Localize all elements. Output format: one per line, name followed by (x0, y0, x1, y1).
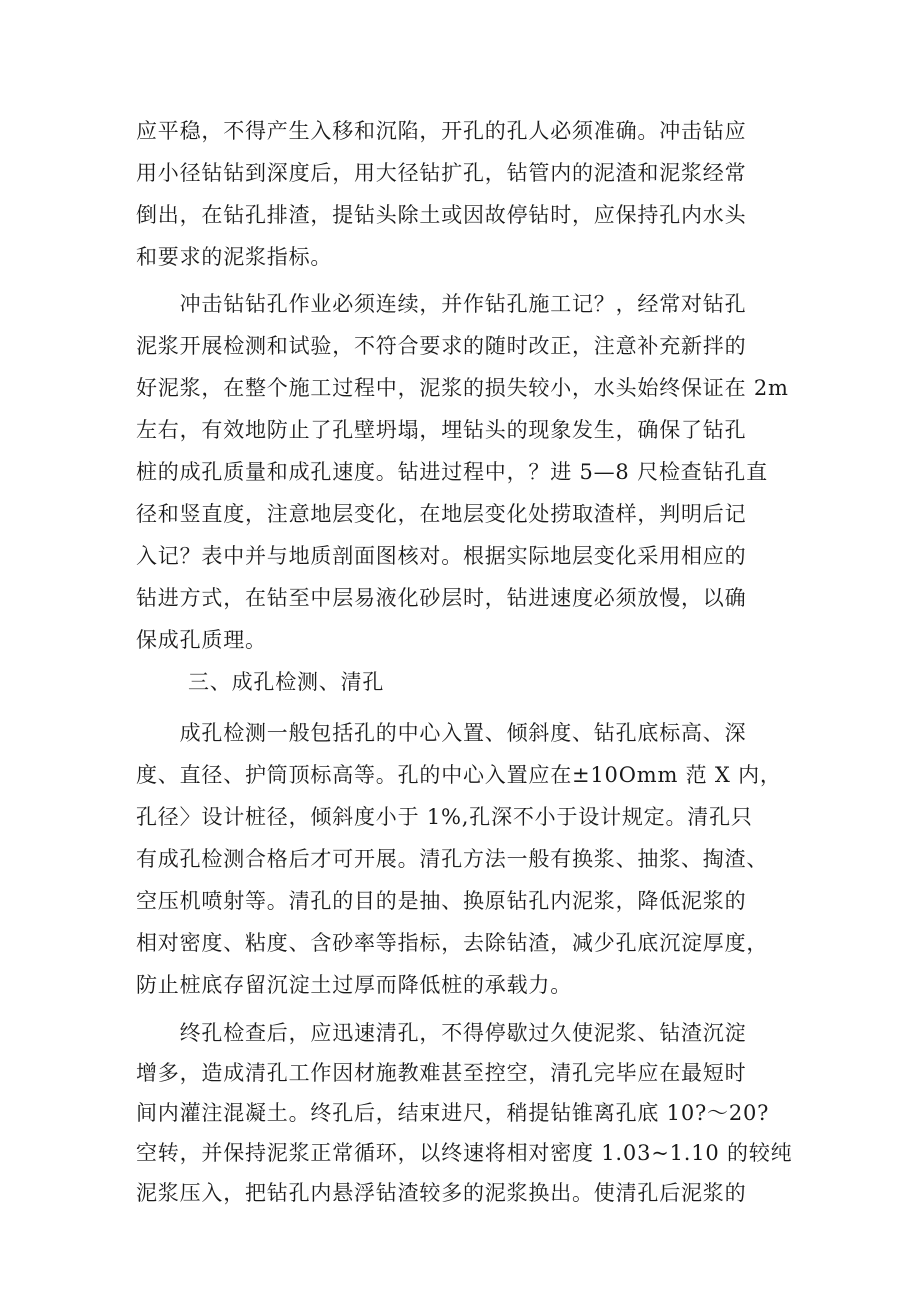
text-line: 空压机喷射等。清孔的目的是抽、换原钻孔内泥浆，降低泥浆的 (136, 889, 747, 913)
text-line: 度、直径、护筒顶标高等。孔的中心入置应在±10Omm 范 X 内， (136, 763, 782, 787)
text-line: 泥浆开展检测和试验，不符合要求的随时改正，注意补充新拌的 (136, 334, 747, 358)
text-line: 有成孔检测合格后才可开展。清孔方法一般有换浆、抽浆、掏渣、 (136, 847, 769, 871)
text-line: 应平稳，不得产生入移和沉陷，开孔的孔人必须准确。冲击钻应 (136, 119, 747, 143)
text-line: 成孔检测一般包括孔的中心入置、倾斜度、钻孔底标高、深 (136, 721, 747, 745)
text-line: 终孔检查后，应迅速清孔，不得停歇过久使泥浆、钻渣沉淀 (136, 1021, 747, 1045)
text-line: 桩的成孔质量和成孔速度。钻进过程中，？进 5—8 尺检查钻孔直 (136, 460, 768, 484)
text-line: 用小径钻钻到深度后，用大径钻扩孔，钻管内的泥渣和泥浆经常 (136, 161, 747, 185)
text-line: 径和竖直度，注意地层变化，在地层变化处捞取渣样，判明后记 (136, 502, 747, 526)
paragraph-2 (136, 283, 796, 661)
text-line: 入记？表中并与地质剖面图核对。根据实际地层变化采用相应的 (136, 544, 747, 568)
text-line: 和要求的泥浆指标。 (136, 245, 333, 269)
text-line: 增多，造成清孔工作因材施教难甚至控空，清孔完毕应在最短时 (136, 1061, 747, 1085)
text-line: 钻进方式，在钻至中层易液化砂层时，钻进速度必须放慢，以确 (136, 586, 747, 610)
section-heading: 三、成孔检测、清孔 (188, 670, 385, 694)
text-line: 泥浆压入，把钻孔内悬浮钻渣较多的泥浆换出。使清孔后泥浆的 (136, 1181, 747, 1205)
text-line: 间内灌注混凝土。终孔后，结束进尺，稍提钻锥离孔底 10?～20? (136, 1101, 770, 1125)
text-line: 相对密度、粘度、含砂率等指标，去除钻渣，减少孔底沉淀厚度， (136, 931, 769, 955)
text-line: 保成孔质理。 (136, 628, 267, 652)
text-line: 孔径〉设计桩径，倾斜度小于 1%,孔深不小于设计规定。清孔只 (136, 805, 753, 829)
text-line: 防止桩底存留沉淀土过厚而降低桩的承载力。 (136, 973, 572, 997)
paragraph-3 (136, 712, 796, 1006)
paragraph-4 (136, 1013, 796, 1213)
text-line: 倒出，在钻孔排渣，提钻头除土或因故停钻时，应保持孔内水头 (136, 203, 747, 227)
text-line: 空转，并保持泥浆正常循环，以终速将相对密度 1.03~1.10 的较纯 (136, 1141, 793, 1165)
text-line: 好泥浆，在整个施工过程中，泥浆的损失较小，水头始终保证在 2m (136, 376, 789, 400)
paragraph-1 (136, 110, 796, 278)
text-line: 冲击钻钻孔作业必须连续，并作钻孔施工记？，经常对钻孔 (136, 292, 747, 316)
text-line: 左右，有效地防止了孔壁坍塌，埋钻头的现象发生，确保了钻孔 (136, 418, 747, 442)
